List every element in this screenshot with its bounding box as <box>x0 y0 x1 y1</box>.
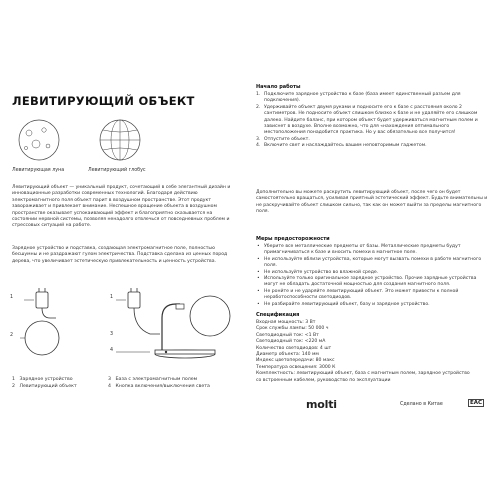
safety-item: • Уберите все металлические предметы от базы. Металлические предметы будут примагничиваться к базе и вносить помехи в магнитное поле. <box>256 244 488 257</box>
safety-item: • Не используйте вблизи устройства, которые могут вызвать помехи в работе магнитного поля. <box>256 257 488 270</box>
legend-item: 2 Левитирующий объект <box>12 384 77 389</box>
base-paragraph: Зарядное устройство и подставка, создающая электромагнитное поле, полностью бесшумны и не раздражают гулом электричества. Подставка сделана из ценных пород дерева, что увеличивает эстетическую привлекательность и ценность устройства. <box>12 246 228 264</box>
spec-row: Срок службы лампы: 50 000 ч <box>256 326 329 332</box>
spec-row: Индекс цветопередачи: 80 макс <box>256 358 335 364</box>
diagram-num: 4 <box>110 348 114 353</box>
moon-icon <box>19 120 59 160</box>
spec-row: Диаметр объекта: 140 мм <box>256 352 319 358</box>
spec-row: Светодиодный ток: <220 мА <box>256 339 326 345</box>
power-button-icon <box>165 351 167 353</box>
spec-row: Температура освещения: 3000 К <box>256 364 336 370</box>
diagram-b <box>116 288 230 358</box>
globe-icon <box>100 120 140 160</box>
start-extra: Дополнительно вы можете раскрутить левитирующий объект, после чего он будет самостоятельно вращаться, усиливая приятный эстетический эффект. Будьте внимательны и не раскручивайте объект слишком сильно, так как он может выйти за пределы магнитного поля. <box>256 190 488 215</box>
diagram-num: 1 <box>110 295 114 300</box>
legend-item: 1 Зарядное устройство <box>12 377 73 382</box>
spec-row: Комплектность: левитирующий объект, база с магнитным полем, зарядное устройство <box>256 371 470 377</box>
safety-item: • Не ронйте и не ударяйте левитирующий объект. Это может привести к полной неработоспособности светодиодов. <box>256 289 488 302</box>
globe-label: Левитирующий глобус <box>88 168 146 173</box>
safety-list <box>256 244 488 308</box>
spec-row: со встроенным кабелем, руководство по эксплуатации <box>256 377 391 383</box>
safety-item: • Используйте только оригинальное зарядное устройство. Прочие зарядные устройства могут не обладать достаточной мощностью для создания магнитного поля. <box>256 276 488 289</box>
made-in-label: Сделано в Китае <box>400 402 443 407</box>
start-steps <box>256 92 488 150</box>
diagram-a <box>20 288 59 355</box>
spec-row: Количество светодиодов: 4 шт <box>256 345 332 351</box>
intro-paragraph: Левитирующий объект — уникальный продукт, сочетающий в себе элегантный дизайн и инновационные разработки современных технологий. Благодаря действию электромагнитного поля объект парит в воздушном пространстве. Этот продукт завораживает и привлекает внимание. Неспешное вращение объекта в воздушном пространстве оказывает успокаивающий эффект и благоприятно сказывается на состоянии нервной системы, позволяя ненадолго отвлечься от повседневных проблем и стрессовых ситуаций на работе. <box>12 185 231 229</box>
safety-item: • Не используйте устройство во влажной среде. <box>256 270 488 276</box>
page-title: ЛЕВИТИРУЮЩИЙ ОБЪЕКТ <box>12 94 195 108</box>
legend-item: 4 Кнопка включения/выключения света <box>108 384 210 389</box>
diagram-num: 3 <box>110 332 114 337</box>
product-figures <box>12 118 152 174</box>
safety-heading: Меры предосторожности <box>256 236 330 242</box>
eac-mark: EAC <box>470 400 483 406</box>
step-item: 2. Удерживайте объект двумя руками и подносите его к базе с расстояния около 2 сантиметров. Не подносите объект слишком близко к базе и не удаляйте его слишком далеко. Найдите баланс, при котором объект будет удерживаться магнитным полем и зависнет в воздухе. Вполне возможно, что для «нахождения оптимального местоположения понадобится практика. Но у вас обязательно все получится! <box>256 104 478 136</box>
setup-diagram <box>10 278 240 360</box>
step-item: 4. Включите свет и наслаждайтесь вашим неповторимым гаджетом. <box>256 143 427 149</box>
start-heading: Начало работы <box>256 84 301 90</box>
step-item: 3. Отпустите объект. <box>256 136 310 142</box>
diagram-num: 2 <box>10 333 14 338</box>
specs-list <box>256 320 496 384</box>
brand-logo: molti <box>306 398 337 411</box>
legend-item: 3 База с электромагнитным полем <box>108 377 198 382</box>
step-item: 1. Подключите зарядное устройство к базе (база имеет единственный разъем для подключения). <box>256 92 461 104</box>
charger-icon <box>36 292 48 308</box>
spec-row: Светодиодный ток: <1 Вт <box>256 332 319 338</box>
safety-item: • Не разбирайте левитирующий объект, базу и зарядное устройство. <box>256 302 488 308</box>
diagram-num: 1 <box>10 295 14 300</box>
spec-row: Входная мощность: 3 Вт <box>256 320 316 325</box>
moon-label: Левитирующая луна <box>12 168 65 173</box>
specs-heading: Спецификация <box>256 312 300 318</box>
object-sphere <box>25 321 59 355</box>
